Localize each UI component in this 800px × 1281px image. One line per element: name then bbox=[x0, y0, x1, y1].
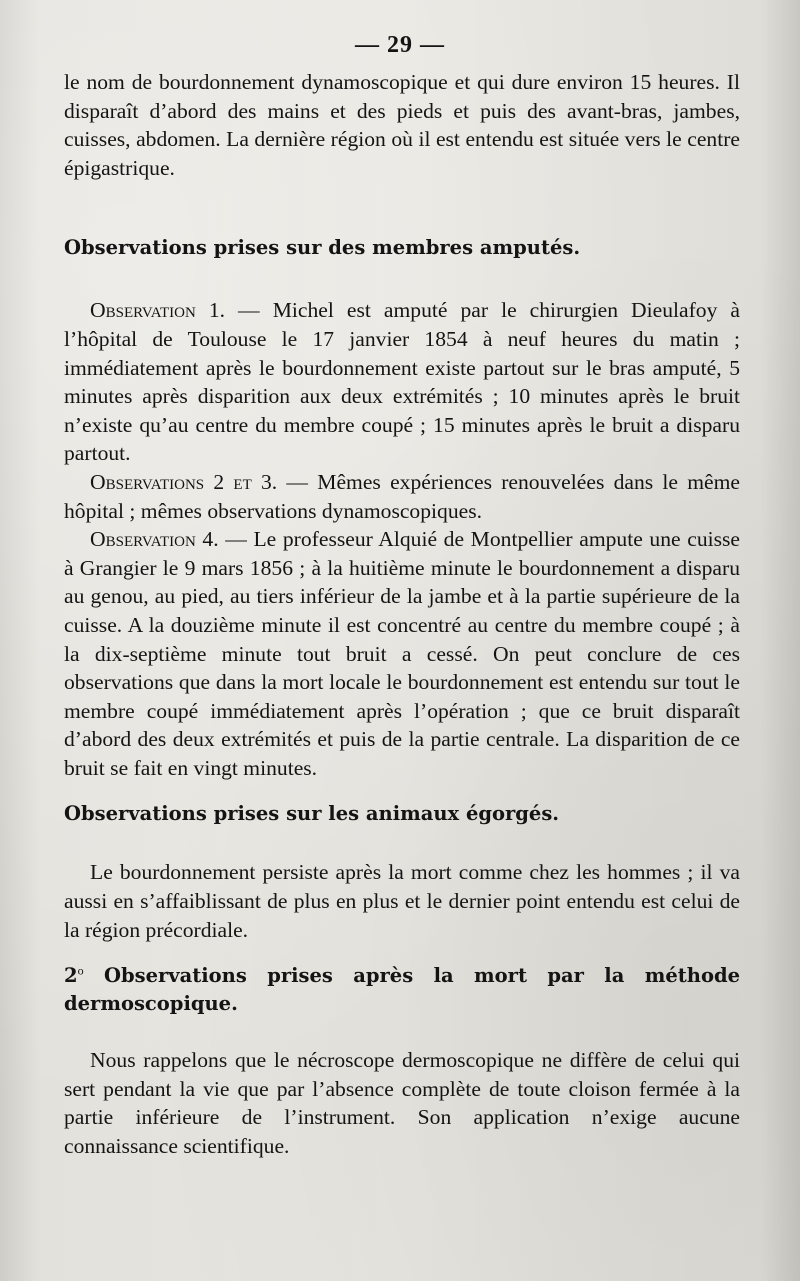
observation-label: Observation 1. bbox=[90, 298, 226, 323]
observation-text: Mêmes expériences renouvelées dans le même hôpital ; mêmes observations dynamoscopiques. bbox=[64, 469, 740, 523]
paragraph-continuation: le nom de bourdonnement dynamoscopique et qui dure environ 15 heures. Il disparaît d’abord des mains et des pieds et puis des avant-bras, jambes, cuisses, abdomen. La dernière région où il est entendu est située vers le centre épigastrique. bbox=[64, 70, 740, 180]
observation-text: Le professeur Alquié de Montpellier ampute une cuisse à Grangier le 9 mars 1856 ; à la huitième minute le bourdonnement a disparu au genou, au pied, au tiers inférieur de la jambe et à la partie supérieure de la cuisse. A la douzième minute il est concentré au centre du membre coupé ; à la dix-septième minute tout bruit a cessé. On peut conclure de ces observations que dans la mort locale le bourdonnement est entendu sur tout le membre coupé immédiatement après l’opération ; que ce bruit disparaît d’abord des deux extrémités et puis de la partie centrale. La disparition de ce bruit se fait en vingt minutes. bbox=[64, 527, 741, 780]
paragraph-observation-1 bbox=[64, 296, 740, 468]
observation-label: Observations 2 et 3. bbox=[90, 469, 278, 494]
heading-text: Observations prises après la mort par la méthode dermoscopique. bbox=[64, 964, 740, 1016]
observation-text: Michel est amputé par le chirurgien Dieulafoy à l’hôpital de Toulouse le 17 janvier 1854 à neuf heures du matin ; immédiatement après le bourdonnement existe partout sur le bras amputé, 5 minutes après disparition aux deux extrémités ; 10 minutes après le bruit n’existe qu’au centre du membre coupé ; 15 minutes après le bruit a disparu partout. bbox=[64, 298, 741, 466]
dash-separator: — bbox=[225, 298, 273, 323]
dash-separator: — bbox=[277, 469, 318, 494]
page-number: — 29 — bbox=[355, 32, 445, 58]
paragraph-observations-2-3 bbox=[64, 468, 740, 525]
heading-number: 2 bbox=[64, 964, 78, 988]
paragraph-dermoscopic-necroscope: Nous rappelons que le nécroscope dermoscopique ne diffère de celui qui sert pendant la vie que par l’absence complète de toute cloison fermée à la partie inférieure de l’instrument. Son application n’exige aucune connaissance scientifique. bbox=[64, 1048, 740, 1159]
paragraph-observation-4 bbox=[64, 525, 740, 782]
section-heading-slaughtered-animals: Observations prises sur les animaux égorgés. bbox=[64, 802, 560, 826]
section-heading-dermoscopic-method bbox=[64, 962, 740, 1018]
section-heading-amputated-limbs: Observations prises sur des membres amputés. bbox=[64, 236, 581, 260]
paragraph-animals: Le bourdonnement persiste après la mort comme chez les hommes ; il va aussi en s’affaiblissant de plus en plus et le dernier point entendu est celui de la région précordiale. bbox=[64, 860, 740, 942]
dash-separator: — bbox=[218, 527, 254, 552]
heading-ordinal-superscript: o bbox=[77, 963, 84, 978]
body-text bbox=[64, 68, 740, 1161]
observation-label: Observation 4. bbox=[90, 527, 219, 552]
